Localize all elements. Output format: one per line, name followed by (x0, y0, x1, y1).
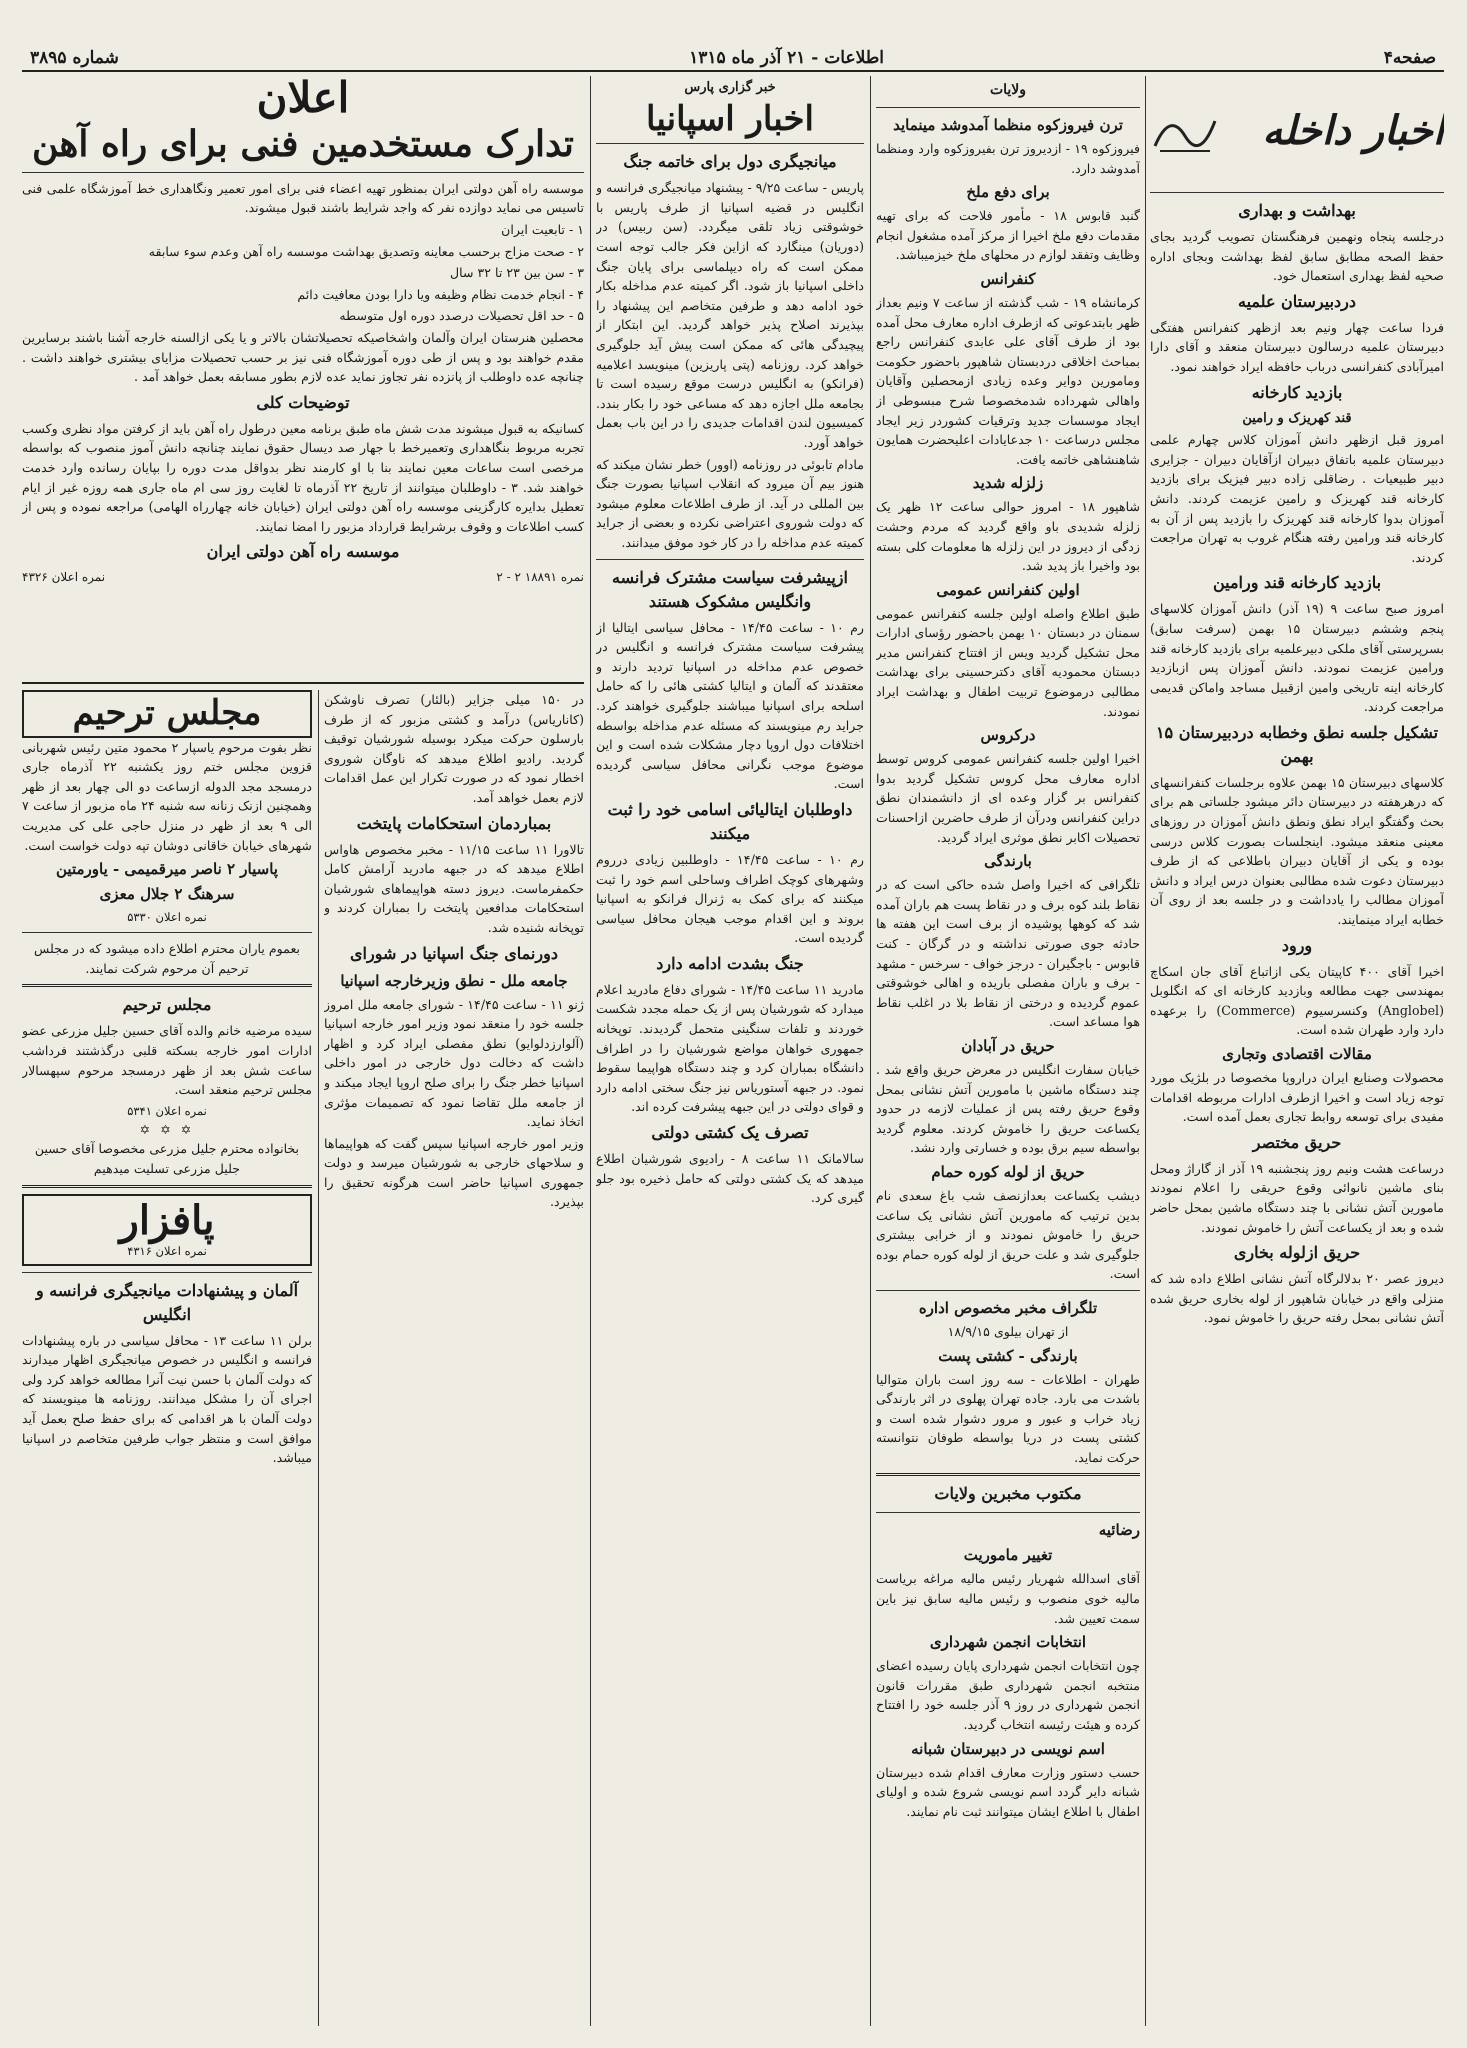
para-fire: خیابان سفارت انگلیس در معرض حریق واقع شد . چند دستگاه ماشین با مامورین آتش نشانی بمحل وقوع حریق رفته پس از عملیات لازمه در حدود یکساعت حریق را خاموش کردند. معلوم گردید بواسطه سیم برق بوده و خسارتی وارد نشد. (876, 1061, 1140, 1156)
ad-item: ۵ - حد اقل تحصیلات درصدد دوره اول متوسطه (339, 308, 584, 324)
para-class: اخیرا اولین جلسه کنفرانس عمومی کروس توسط اداره معارف محل کروس تشکیل گردید بدوا کنفرانس بر گزار وعده ای از دانشمندان نطق دراین کنفرانس ودرآن از طرف حاضرین ازاحسنات تحصیلات اکابر نطق موثری ایراد گردید. (876, 751, 1140, 845)
page-header (22, 48, 1444, 72)
heading-visit2: بازدید کارخانه قند ورامین (1212, 573, 1382, 593)
mourning-body: نظر بفوت مرحوم یاسپار ۲ محمود متین رئیس شهربانی قزوین مجلس ختم روز یکشنبه ۲۲ آذرماه جاری درمسجد مجد الدوله ازساعت دو الی چهار بعد از ظهر وهمچنین ازنک زنانه سه شنبه ۲۴ ماه مزبور از ساعت ۷ الی ۹ بعد از ظهر در منزل حاجی علی کی مدیریت شهرهای خیابان خاقانی دوشان تپه دولت خواست است. (22, 739, 312, 853)
heading-report: مکتوب مخبرین ولایات (934, 1484, 1082, 1504)
heading-ship: تصرف یک کشتی دولتی (651, 1123, 809, 1143)
heading-progress: ازپیشرفت سیاست مشترک فرانسه وانگلیس مشکوک هستند (612, 567, 848, 611)
mourning-box (22, 690, 312, 738)
heading-arrive: ورود (1281, 935, 1313, 955)
heading-fire: حریق مختصر (1252, 1132, 1342, 1152)
ad-item: ۲ - صحت مزاج برحسب معاینه وتصدیق بهداشت موسسه راه آهن وعدم سوء سابقه (148, 243, 584, 259)
heading-war: جنگ بشدت ادامه دارد (656, 953, 804, 973)
heading-school: دردبیرستان علمیه (1237, 291, 1356, 311)
para-econ: محصولات وصنایع ایران دراروپا مخصوصا در بلژیک مورد توجه زیاد است و اخیرا ازطرف ادارات مربوطه اقدامات مفیدی برای توسعه روابط تجاری بعمل آمده است. (1150, 1070, 1444, 1125)
column-rule (1145, 76, 1146, 2026)
heading-council-geneva2: جامعه ملل - نطق وزیرخارجه اسپانیا (340, 971, 568, 990)
kicker: خبر گزاری پارس (684, 80, 776, 95)
para-council: چون انتخابات انجمن شهرداری پایان رسیده اعضای منتخبه انجمن شهرداری طبق مقررات قانون انجمن شهرداری در روز ۹ آذر جلسه خود را افتتاح کرده و هیئت رئیسه انتخاب گردید. (876, 1658, 1140, 1733)
block-divider (22, 682, 584, 684)
mourning-thanks: بعموم یاران محترم اطلاع داده میشود که در مجلس ترحیم آن مرحوم شرکت نمایند. (33, 941, 301, 976)
ad-ref: نمره ۱۸۸۹۱ ۲ - ۲ (496, 570, 584, 585)
para-tele: از تهران بیلوی ۱۸/۹/۱۵ (947, 1323, 1069, 1339)
para-ship: سالامانک ۱۱ ساعت ۸ - رادیوی شورشیان اطلاع میدهد که یک کشتی دولتی که حامل ذخیره بود جلو گیری کرد. (596, 1151, 864, 1206)
para-volunteer: رم ۱۰ - ساعت ۱۴/۴۵ - داوطلبین زیادی درروم وشهرهای کوچک اطراف وساحلی اسم خود را ثبت میکنند که برای کمک به ژنرال فرانکو به اسپانیا بروند و این اقدام موجب هیجان محافل سیاسی گردیده است. (596, 851, 864, 946)
para-airraid: تالاورا ۱۱ ساعت ۱۱/۱۵ - مخبر مخصوص هاواس اطلاع میدهد که در جبهه مادرید آرامش کامل حکمفرماست. دیروز دسته هواپیماهای شورشیان استحکامات مدافعین پایتخت را بمباران کردند و توپخانه شنیده شد. (324, 841, 584, 935)
decorative-mark (1150, 101, 1220, 161)
column-rule (318, 690, 319, 2026)
pafzar-box (22, 1194, 312, 1266)
para-train: فیروزکوه ۱۹ - ازدیروز ترن بفیروزکوه وارد ومنظما آمدوشد دارد. (876, 141, 1140, 176)
heading-rain: بارندگی (984, 852, 1032, 871)
para-council-geneva: ژنو ۱۱ - ساعت ۱۴/۴۵ - شورای جامعه ملل امروز جلسه خود را منعقد نمود وزیر امور خارجه اسپانیا (آلوارزدلوایو) نطق مفصلی ایراد کرد و اظهار داشت که دخالت دول خارجی در امور داخلی اسپانیا خطر جنگ را برای صلح اروپا ایجاد میکند و از جامعه ملل تقاضا نمود که تصمیمات مؤثری اتخاذ نماید. (324, 996, 584, 1130)
heading-bukhara: حریق ازلوله بخاری (1233, 1243, 1361, 1263)
ad-item: ۳ - سن بین ۲۳ تا ۳۲ سال (449, 265, 584, 281)
para-fire2: دیشب یکساعت بعدازنصف شب باغ سعدی نام بدین ترتیب که مامورین آتش نشانی یک ساعت حریق را خاموش نمودند و از خرابی بیشتری جلوگیری شد و علت حریق از لوله کوره حمام بوده است. (876, 1187, 1140, 1282)
para-fire: درساعت هشت ونیم روز پنجشنبه ۱۹ آذر از گاراژ ومحل بنای ماشین نانوائی وقوع حریقی را اعلام نمودند مامورین آتش نشانی با چند دستگاه ماشین بمحل حاضر شده و بعد از یکساعت آتش را خاموش نمودند. (1150, 1160, 1444, 1235)
mourning-number: نمره اعلان ۵۳۳۰ (127, 910, 207, 925)
column-notices (22, 690, 312, 2026)
column-spain-2 (324, 690, 584, 2026)
heading-council: انتخابات انجمن شهرداری (929, 1633, 1087, 1652)
heading-health: بهداشت و بهداری (1238, 201, 1356, 220)
heading-class: درکروس (980, 726, 1036, 745)
section-provinces: ولایات (989, 82, 1027, 98)
mourning-title: مجلس ترحیم (72, 693, 262, 733)
heading-airraid: بمباردمان استحکامات پایتخت (356, 813, 552, 833)
mourning2-title: مجلس ترحیم (122, 995, 212, 1015)
mourning-sign: پاسیار ۲ ناصر میرقمیمی - یاورمتین (56, 860, 278, 879)
pafzar-number: نمره اعلان ۴۳۱۶ (127, 1243, 207, 1258)
ad-signature: موسسه راه آهن دولتی ایران (206, 542, 400, 562)
heading-germany: آلمان و پیشنهادات میانجیگری فرانسه و انگلیس (35, 1280, 299, 1324)
para-conf: کرمانشاه ۱۹ - شب گذشته از ساعت ۷ ونیم بعداز ظهر بابتدعوتی که ازطرف اداره معارف محل آمده بود از طرف آقای علی عابدی کنفرانس راجع بمباحث اخلاقی دردبستان شاهپور باحضور حکومت ومامورین دوایر وعده زیادی ازمحصلین وآقایان واهالی شهرداده شدمخصوصا شرح مبسوطی از ایجاد موسسات جدید وترقیات کشوردر زیر ایجاد مجلس درساعت ۱۰ جدعایادات اعلیحضرت همایون شاهنشاهی خاتمه یافت. (876, 294, 1140, 467)
issue-number: شماره ۳۸۹۵ (30, 48, 119, 68)
heading-conf: کنفرانس (980, 269, 1036, 288)
para-speech: کلاسهای دبیرستان ۱۵ بهمن علاوه برجلسات کنفرانسهای که درهرهفته در دبیرستان دائر میشود جلساتی هم برای بحث وگفتگو ایراد نطق ونطق دانش آموزان در روزهای معینی منعقد میشود. اینجلسات بصورت کلاس درسی بوده و یکی از آقایان دبیران باطلاعی که از طرف دبیرستان دعوت شده مطالبی بعنوان درس ایراد و دانش آموزان مطالب را یادداشت و در جلسه بعد از روی آن خطابه ایراد مینمایند. (1150, 774, 1444, 928)
para-bukhara: دیروز عصر ۲۰ بدلالرگاه آتش نشانی اطلاع داده شد که منزلی واقع در خیابان شاهپور از لوله بخاری حریق شده آتش نشانی بمحل رفته حریق را خاموش نمود. (1150, 1271, 1444, 1326)
heading-visit: بازدید کارخانه (1251, 382, 1343, 402)
ad-intro: موسسه راه آهن دولتی ایران بمنظور تهیه اعضاء فنی برای امور تعمیر ونگاهداری خط آموزشگاه علمی فنی تاسیس می نماید دوازده نفر که واجد شرایط باشند قبول میشوند. (22, 180, 584, 216)
para-progress: رم ۱۰ - ساعت ۱۴/۴۵ - محافل سیاسی ایتالیا از پیشرفت سیاست مشترک فرانسه و انگلیس در خصوص عدم مداخله در اسپانیا تردید دارند و معتقدند که آلمان و ایتالیا کشتی هائی را که حامل اسلحه برای اسپانیا میباشند جلوگیری خواهند کرد. جراید رم مینویسند که مسئله عدم مداخله بواسطه اختلافات دول اروپا دچار مشکلات شده است و این موضوع موجب نگرانی محافل سیاسی گردیده است. (596, 619, 864, 792)
ad-body: محصلین هنرستان ایران وآلمان واشخاصیکه تحصیلاتشان بالاتر و یا یکی ازالسنه خارجه آشنا باشند برسایرین مقدم خواهند بود و پس از طی دوره آموزشگاه فنی نیز بر حسب تحصیلات مزایای بیشتری خواهند داشت . چنانچه عده داوطلب از پانزده نفر تجاوز نماید عده لازم بطور مسابقه بعمل خواهد آمد . (22, 330, 584, 385)
mourning-sign2: سرهنگ ۲ جلال معزی (99, 885, 235, 904)
para-visit2: امروز صبح ساعت ۹ (۱۹ آذر) دانش آموزان کلاسهای پنجم وششم دبیرستان ۱۵ بهمن (سرفت سابق) بسرپرستی آقای ملکی دبیرعلمیه برای بازدید کارخانه قند ورامین عزیمت نمودند. دانش آموزان پس ازبازدید کارخانه اینه تاریخی وامین ازقبیل مساجد واماکن قدیمی مراجعت کردند. (1150, 601, 1444, 715)
ad-title: تدارک مستخدمین فنی برای راه آهن (32, 123, 574, 166)
para-appoint: آقای اسدالله شهریار رئیس مالیه مراغه بریاست مالیه خوی منصوب و رئیس مالیه سابق نیز باین سمت تعیین شد. (876, 1571, 1140, 1626)
heading-mediate: میانجیگری دول برای خاتمه جنگ (623, 152, 837, 172)
mourning2-body: سیده مرضیه خانم والده آقای حسین جلیل مزرعی عضو ادارات امور خارجه بسکته قلبی درگذشتند فرداشب ساعت شش بعد از ظهر درمسجد مرحوم سپهسالار مجلس ترحیم منعقد است. (22, 1023, 312, 1098)
column-rule (590, 76, 591, 2026)
para-night-school: حسب دستور وزارت معارف اقدام شده دبیرستان شبانه دایر گردد اسم نویسی شروع شده و اولیای اطفال با اطلاع ایشان میتوانند ثبت نام نمایند. (876, 1764, 1140, 1819)
date-line: اطلاعات - ۲۱ آذر ماه ۱۳۱۵ (689, 48, 884, 68)
heading-fire: حریق در آبادان (961, 1036, 1055, 1055)
para-mediate2: مادام تابوئی در روزنامه (اوور) خطر نشان میکند که هنوز بیم آن میرود که انقلاب اسپانیا بصورت جنگ بین المللی در آید. از طرف اطلاعات معلوم میشود که دولت شوروی اعتراضی نکرده و بعضی از جراید کمیته عدم مداخله را در کار خود موفق میدانند. (596, 456, 864, 550)
column-spain (596, 76, 864, 2026)
column-health (1150, 76, 1444, 2026)
para-arrive: اخیرا آقای ۴۰۰ کاپیتان یکی ازاتباع آقای جان اسکاچ بمهندسی جهت مطالعه وبازدید کارخانه ای که انگلوبل (Anglobel) وکنسرسیوم (Commerce) را برعهده دارد وارد طهران شده است. (1150, 963, 1444, 1038)
para-post: طهران - اطلاعات - سه روز است باران متوالیا باشدت می بارد. جاده تهران پهلوی در اثر بارندگی زیاد خراب و عبور و مرور دشوار شده است و کشتی پست در دریا بواسطه طوفان نتوانسته حرکت نماید. (876, 1371, 1140, 1465)
para-health: درجلسه پنجاه ونهمین فرهنگستان تصویب گردید بجای حفظ الصحه مطابق سابق لفظ بهداشت وبجای اداره صحیه لفظ بهداری استعمال خود. (1150, 229, 1444, 284)
para-war: مادرید ۱۱ ساعت ۱۴/۴۵ - شورای دفاع مادرید اعلام میدارد که شورشیان پس از یک حمله مجدد شکست خوردند و تلفات سنگینی متحمل گردیدند. توپخانه جمهوری خواهان مواضع شورشیان را در اطراف دانشگاه بمباران کرد و چند دستگاه هواپیما سقوط نمود. در جبهه آستوریاس نیز جنگ سختی ادامه دارد و قوای دولتی در این جبهه پیشرفت کرده اند. (596, 981, 864, 1115)
para-germany: برلن ۱۱ ساعت ۱۳ - محافل سیاسی در باره پیشنهادات فرانسه و انگلیس در خصوص میانجیگری اظهار میدارند که دولت آلمان با حسن نیت آنرا مطالعه خواهد کرد ولی اجرای آن را مشکل میدانند. روزنامه ها مینویسند که دولت آلمان با هر اقدامی که برای حفظ صلح بعمل آید موافق است و منتظر جواب طرفین متخاصم در اسپانیا میباشد. (22, 1332, 312, 1466)
masthead-area (1150, 76, 1444, 186)
para-rain: تلگرافی که اخیرا واصل شده حاکی است که در نقاط بلند کوه برف و در نقاط پست هم باران آمده شد که کوهها پوشیده از برف است این هفته ها حادثه جوی صورتی نداشته و در گرگان - کنت قابوس - باجگیران - درجز خواف - سرخس - مشهد - برف و باران مفصلی باریده و اهالی خوشوقتی عموم گردیده و درختی از نقاط بلا در اغلب نقاط هوا مساعد است. (876, 877, 1140, 1030)
heading-econ: مقالات اقتصادی وتجاری (1222, 1045, 1372, 1063)
heading-night-school: اسم نویسی در دبیرستان شبانه (911, 1739, 1105, 1758)
ad-kicker: اعلان (256, 76, 350, 122)
heading-quake: زلزله شدید (972, 474, 1044, 493)
heading-fire2: حریق از لوله کوره حمام (931, 1162, 1085, 1181)
para-conf2: طبق اطلاع واصله اولین جلسه کنفرانس عمومی سمنان در دبستان ۱۰ بهمن باحضور رؤسای ادارات محل تشکیل گردید ویس از افتتاح کنفرانس مدیر دبستان محمودیه آقای دکترحسینی برای بهداشت مطالبی درموضوع تربیت اطفال و بهداشت ایراد نمودند. (876, 605, 1140, 719)
ad-number: نمره اعلان ۴۳۲۶ (22, 570, 106, 585)
mourning2-thanks: بخانواده محترم جلیل مزرعی مخصوصا آقای حسین جلیل مزرعی تسلیت میدهیم (34, 1141, 300, 1176)
heading-tele: تلگراف مخبر مخصوص اداره (918, 1298, 1098, 1317)
ad-items-list (22, 220, 584, 326)
heading-conf2: اولین کنفرانس عمومی (936, 580, 1080, 599)
heading-post: بارندگی - کشتی پست (938, 1346, 1078, 1365)
heading-train: ترن فیروزکوه منظما آمدوشد مینماید (893, 116, 1123, 134)
column-provinces (876, 76, 1140, 2026)
pafzar-title: پافزار (119, 1196, 215, 1244)
para-locust: گنبد قابوس ۱۸ - مأمور فلاحت که برای تهیه مقدمات دفع ملخ اخیرا از مرکز آمده مشغول انجام وظایف وتفقد لوازم در محلهای ملخ خیزمیباشد. (876, 208, 1140, 263)
para-school: فردا ساعت چهار ونیم بعد ازظهر کنفرانس هفتگی دبیرستان علمیه درسالون دبیرستان منعقد و آقای دارا امیرآبادی کنفرانسی درباب حافظه ایراد خواهند نمود. (1150, 319, 1444, 374)
para-visit: امروز قبل ازظهر دانش آموزان کلاس چهارم علمی دبیرستان علمیه باتفاق دبیران ازآقایان دبیران - جزایری دبیر طبیعیات . رضاقلی زاده دبیر فیزیک برای بازدید کارخانه قند کهریزک و رامین عزیمت کردند. دانش آموزان بدوا کارخانه قند کهریزک را بازدید پس از آن به کارخانه قند ورامین رفته هنگام غروب به تهران مراجعت کردند. (1150, 432, 1444, 565)
para-mediate: پاریس - ساعت ۹/۲۵ - پیشنهاد میانجیگری فرانسه و انگلیس در قضیه اسپانیا از طرف پاریس با خوشوقتی زیاد تلقی میگردد. (سن ربیس) در (دوریان) مینگارد که ازاین فکر جالب توجه است ممکن است که راه دیپلماسی برای پایان جنگ داخلی اسپانیا باز شود. اگر کمیته عدم مداخله بکار خود ادامه دهد و طرفین متخاصم این پیشنهاد را بپذیرند اصلاح پذیر خواهد گردید. این ابتکار از پیچیدگی هائی که ممکن است پیش آید جلوگیری خواهد کرد. روزنامه (پتی پاریزین) مینویسد اعلامیه (فرانکو) به انگلیس درست موقع رسیده است تا بجامعه ملل اجازه دهد که مساعی خود را بکار بندد. کمیسیون لندن اقدامات جدیدی را در این باب بعمل خواهد آورد. (596, 180, 864, 450)
star-divider: ✡ ✡ ✡ (139, 1121, 195, 1137)
heading-speech: تشکیل جلسه نطق وخطابه دردبیرستان ۱۵ بهمن (1155, 722, 1439, 766)
ad-notes-heading: توضیحات کلی (256, 392, 350, 412)
spain-title: اخبار اسپانیا (646, 98, 814, 139)
para-col2-intro: در ۱۵۰ میلی جزایر (بالئار) تصرف ناوشکن (کاناریاس) درآمد و کشتی مزبور که از طرف بارسلون حرکت میکرد بوسیله شورشیان توقیف گردید. رادیو اطلاع میدهد که ناوگان شوروی اخطار نمود که در صورت تکرار این عمل اقدامات لازم بعمل خواهد آمد. (324, 692, 584, 805)
heading-locust: برای دفع ملخ (966, 183, 1050, 202)
para-quake: شاهپور ۱۸ - امروز حوالی ساعت ۱۲ ظهر یک زلزله شدیدی باو واقع گردید که مردم وحشت زدگی از دیروز در این زلزله ها معلومات کلی بسته بود واخیرا باز پدید شد. (876, 499, 1140, 574)
heading-volunteer: داوطلبان ایتالیائی اسامی خود را ثبت میکنند (607, 799, 853, 843)
heading-rezaieh: رضائیه (1098, 1521, 1140, 1540)
ad-item: ۴ - انجام خدمت نظام وظیفه ویا دارا بودن معافیت دائم (297, 286, 584, 302)
subheading-visit: قند کهریزک و رامین (1242, 410, 1352, 426)
ad-item: ۱ - تابعیت ایران (501, 222, 584, 238)
page-number: صفحه۴ (1383, 48, 1436, 68)
masthead: اخبار داخله (1262, 107, 1444, 154)
mourning2-number: نمره اعلان ۵۳۴۱ (127, 1103, 207, 1118)
para-council-geneva2: وزیر امور خارجه اسپانیا سپس گفت که هواپیماها و سلاحهای خارجی به شورشیان میرسد و دولت جمهوری اسپانیا حاضر است هرگونه تحقیق را بپذیرد. (324, 1135, 584, 1210)
column-rule (870, 76, 871, 2026)
heading-appoint: تغییر ماموریت (963, 1546, 1053, 1565)
railway-ad (22, 76, 584, 686)
heading-council-geneva: دورنمای جنگ اسپانیا در شورای (350, 943, 558, 963)
ad-notes: کسانیکه به قبول میشوند مدت شش ماه طبق برنامه معین درطول راه آهن باید از کرفتن مواد نظری وکسب تجربه مربوط بنگاهداری وتعمیرخط با جهار صد دیسال حقوق نمایند چنانچه دانش آموز منصوب که بواسطه مرخصی است ساعات معین نمایند بنا با او کارمند نظر بدواقل مدت دوره را بپایان رسانده وارد خدمت خواهند شد. ۳ - داوطلبان میتوانند از تاریخ ۲۲ آذرماه تا لغایت روز سی ام ماه جاری همه روزه غیر از ایام تعطیل بدایره کارگزینی موسسه راه آهن دولتی ایران (خیابان خانه چهارراه الهامی) مراجعه نموده و پس از کسب اطلاعات و وقوف برشرایط قرارداد مزبور را امضا نمایند. (22, 420, 584, 534)
